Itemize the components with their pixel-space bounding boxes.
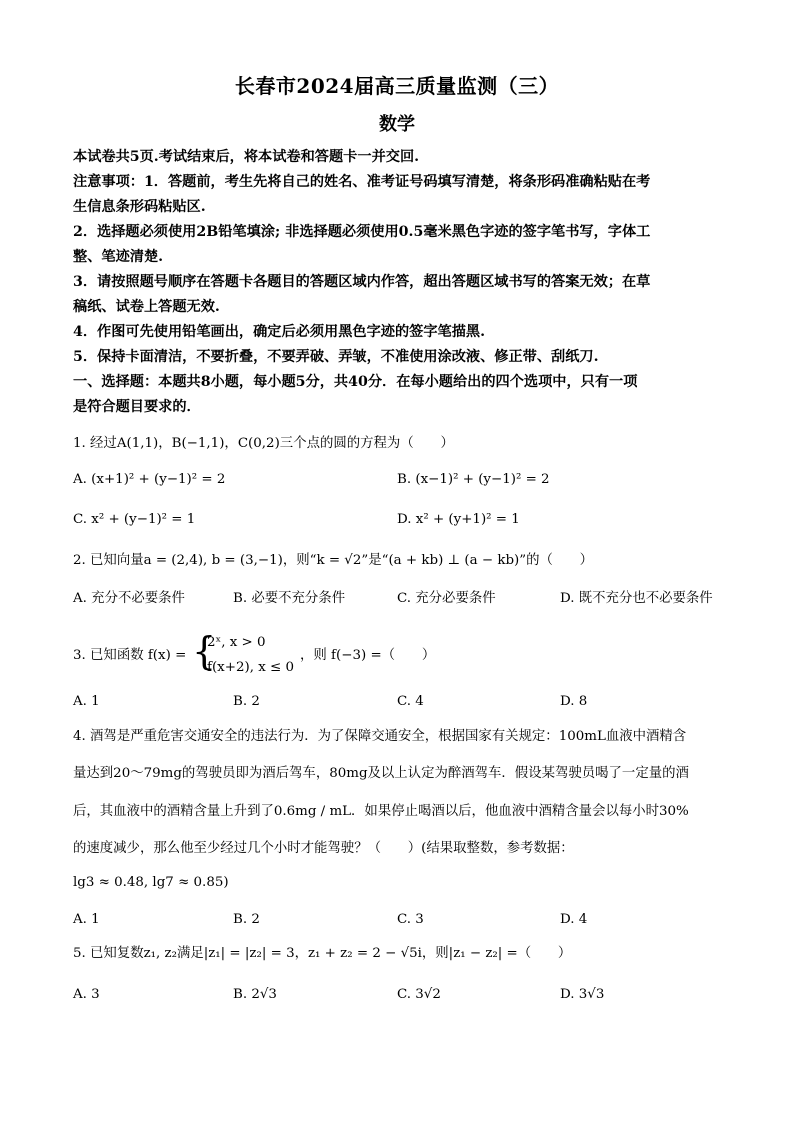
question-4-option-a: A. 1 (73, 912, 100, 927)
question-5-option-c: C. 3√2 (397, 987, 441, 1002)
question-3-option-a: A. 1 (73, 694, 100, 709)
instruction-line: 3．请按照题号顺序在答题卡各题目的答题区域内作答，超出答题区域书写的答案无效；在草 (73, 274, 651, 290)
instruction-line: 4．作图可先使用铅笔画出，确定后必须用黑色字迹的签字笔描黑. (73, 324, 486, 340)
exam-title: 长春市2024届高三质量监测（三） (234, 74, 560, 98)
question-3-option-d: D. 8 (560, 694, 588, 709)
instruction-line: 注意事项：1．答题前，考生先将自己的姓名、准考证号码填写清楚，将条形码准确粘贴在考 (73, 174, 651, 190)
instruction-line: 本试卷共5页.考试结束后，将本试卷和答题卡一并交回. (73, 149, 420, 165)
question-5-stem: 5. 已知复数z₁, z₂满足|z₁| = |z₂| = 3，z₁ + z₂ = 2 − √5i，则|z₁ − z₂| =（ ） (73, 946, 572, 961)
question-2-option-c: C. 充分必要条件 (397, 591, 496, 606)
question-4-text: 后，其血液中的酒精含量上升到了0.6mg / mL．如果停止喝酒以后，他血液中酒精含量会以每小时30% (73, 804, 689, 819)
instruction-line: 5．保持卡面清洁，不要折叠，不要弄破、弄皱，不准使用涂改液、修正带、刮纸刀. (73, 349, 599, 365)
question-4-option-c: C. 3 (397, 912, 424, 927)
question-3-case-2: f(x+2), x ≤ 0 (207, 660, 295, 675)
question-5-option-a: A. 3 (73, 987, 100, 1002)
question-5-option-d: D. 3√3 (560, 987, 605, 1002)
question-2-option-d: D. 既不充分也不必要条件 (560, 591, 713, 606)
question-2-option-a: A. 充分不必要条件 (73, 591, 185, 606)
question-4-option-d: D. 4 (560, 912, 588, 927)
question-4-text: 量达到20～79mg的驾驶员即为酒后驾车，80mg及以上认定为醉酒驾车．假设某驾驶员喝了一定量的酒 (73, 766, 689, 781)
question-4-option-b: B. 2 (233, 912, 260, 927)
question-2-stem: 2. 已知向量a = (2,4), b = (3,−1)，则“k = √2”是“(a + kb) ⊥ (a − kb)”的（ ） (73, 553, 594, 568)
question-5-option-b: B. 2√3 (233, 987, 277, 1002)
question-1-option-a: A. (x+1)² + (y−1)² = 2 (73, 472, 226, 487)
question-1-option-c: C. x² + (y−1)² = 1 (73, 512, 196, 527)
question-3-stem-suffix: ，则 f(−3) =（ ） (300, 648, 436, 663)
question-3-stem-prefix: 3. 已知函数 f(x) = (73, 648, 187, 663)
instruction-line: 整、笔迹清楚. (73, 249, 164, 265)
instruction-line: 生信息条形码粘贴区. (73, 199, 206, 215)
instruction-line: 稿纸、试卷上答题无效. (73, 299, 220, 315)
question-2-option-b: B. 必要不充分条件 (233, 591, 346, 606)
question-3-option-c: C. 4 (397, 694, 424, 709)
section-heading: 一、选择题：本题共8小题，每小题5分，共40分．在每小题给出的四个选项中，只有一项 (73, 374, 638, 390)
piecewise-brace: { (192, 629, 217, 673)
question-3-case-1: 2ˣ, x > 0 (207, 635, 266, 650)
exam-subject: 数学 (379, 114, 415, 135)
question-1-option-b: B. (x−1)² + (y−1)² = 2 (397, 472, 550, 487)
question-1-stem: 1. 经过A(1,1)，B(−1,1)，C(0,2)三个点的圆的方程为（ ） (73, 436, 454, 451)
question-4-text: 的速度减少，那么他至少经过几个小时才能驾驶？（ ）(结果取整数，参考数据： (73, 841, 574, 856)
question-1-option-d: D. x² + (y+1)² = 1 (397, 512, 520, 527)
instruction-line: 2．选择题必须使用2B铅笔填涂; 非选择题必须使用0.5毫米黑色字迹的签字笔书写，字体工 (73, 224, 651, 240)
question-4-text: 4. 酒驾是严重危害交通安全的违法行为．为了保障交通安全，根据国家有关规定：100mL血液中酒精含 (73, 729, 687, 744)
question-3-option-b: B. 2 (233, 694, 260, 709)
question-4-text: lg3 ≈ 0.48, lg7 ≈ 0.85) (73, 875, 229, 890)
section-heading: 是符合题目要求的． (73, 399, 201, 415)
